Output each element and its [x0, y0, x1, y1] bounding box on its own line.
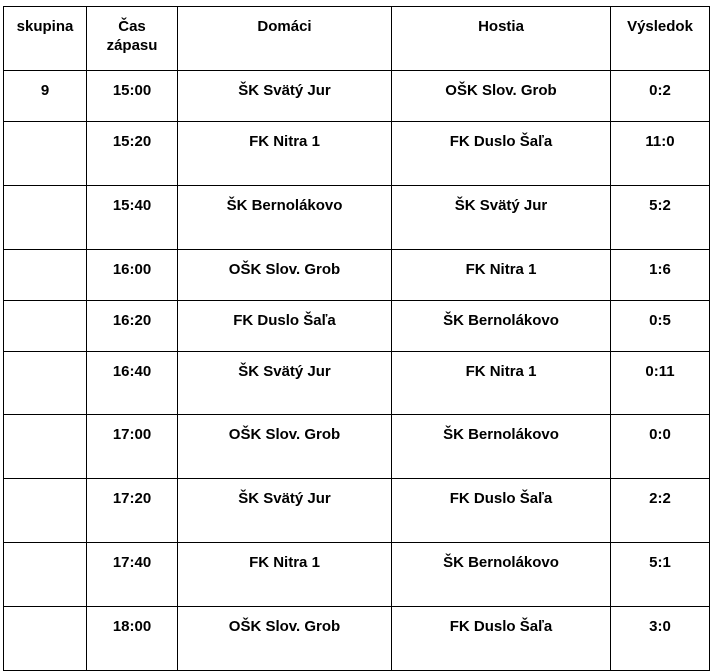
away-team-cell: FK Duslo Šaľa	[392, 122, 611, 186]
match-results-table	[3, 6, 710, 671]
result-cell: 1:6	[611, 250, 710, 301]
away-team-cell: OŠK Slov. Grob	[392, 71, 611, 122]
home-team-cell: ŠK Svätý Jur	[178, 71, 392, 122]
home-team-cell: OŠK Slov. Grob	[178, 607, 392, 671]
away-team-cell: FK Duslo Šaľa	[392, 479, 611, 543]
result-cell: 5:1	[611, 543, 710, 607]
group-cell	[4, 543, 87, 607]
result-cell: 0:2	[611, 71, 710, 122]
table-row	[4, 71, 710, 122]
away-team-cell: FK Duslo Šaľa	[392, 607, 611, 671]
time-cell: 17:40	[87, 543, 178, 607]
header-match-time	[87, 7, 178, 71]
time-cell: 15:20	[87, 122, 178, 186]
home-team-cell: ŠK Svätý Jur	[178, 479, 392, 543]
time-cell: 17:00	[87, 415, 178, 479]
home-team-cell: FK Nitra 1	[178, 122, 392, 186]
away-team-cell: ŠK Bernolákovo	[392, 543, 611, 607]
header-home: Domáci	[178, 7, 392, 71]
group-cell	[4, 186, 87, 250]
header-time-line1: Čas	[118, 18, 146, 35]
group-cell	[4, 415, 87, 479]
home-team-cell: OŠK Slov. Grob	[178, 415, 392, 479]
time-cell: 16:40	[87, 352, 178, 415]
group-cell: 9	[4, 71, 87, 122]
time-cell: 15:00	[87, 71, 178, 122]
time-cell: 16:20	[87, 301, 178, 352]
home-team-cell: FK Duslo Šaľa	[178, 301, 392, 352]
time-cell: 17:20	[87, 479, 178, 543]
group-cell	[4, 250, 87, 301]
away-team-cell: FK Nitra 1	[392, 352, 611, 415]
result-cell: 2:2	[611, 479, 710, 543]
away-team-cell: ŠK Bernolákovo	[392, 415, 611, 479]
header-time-line2: zápasu	[106, 37, 158, 54]
time-cell: 15:40	[87, 186, 178, 250]
group-cell	[4, 352, 87, 415]
group-cell	[4, 301, 87, 352]
away-team-cell: FK Nitra 1	[392, 250, 611, 301]
group-cell	[4, 607, 87, 671]
away-team-cell: ŠK Svätý Jur	[392, 186, 611, 250]
header-result: Výsledok	[611, 7, 710, 71]
result-cell: 0:11	[611, 352, 710, 415]
result-cell: 3:0	[611, 607, 710, 671]
table-row	[4, 607, 710, 671]
group-cell	[4, 122, 87, 186]
home-team-cell: FK Nitra 1	[178, 543, 392, 607]
result-cell: 11:0	[611, 122, 710, 186]
table-header-row	[4, 7, 710, 71]
table-row	[4, 122, 710, 186]
table-row	[4, 250, 710, 301]
table-row	[4, 301, 710, 352]
result-cell: 5:2	[611, 186, 710, 250]
table-row	[4, 352, 710, 415]
result-cell: 0:0	[611, 415, 710, 479]
home-team-cell: ŠK Svätý Jur	[178, 352, 392, 415]
group-cell	[4, 479, 87, 543]
header-group: skupina	[4, 7, 87, 71]
time-cell: 18:00	[87, 607, 178, 671]
result-cell: 0:5	[611, 301, 710, 352]
home-team-cell: ŠK Bernolákovo	[178, 186, 392, 250]
home-team-cell: OŠK Slov. Grob	[178, 250, 392, 301]
table-row	[4, 479, 710, 543]
table-row	[4, 186, 710, 250]
time-cell: 16:00	[87, 250, 178, 301]
header-away: Hostia	[392, 7, 611, 71]
away-team-cell: ŠK Bernolákovo	[392, 301, 611, 352]
table-row	[4, 543, 710, 607]
table-row	[4, 415, 710, 479]
